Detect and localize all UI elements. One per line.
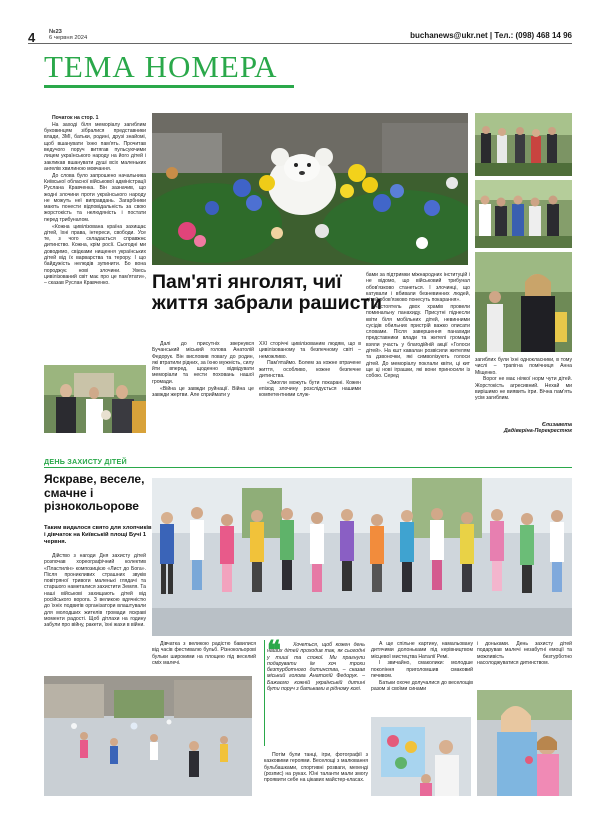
section-label: ДЕНЬ ЗАХИСТУ ДІТЕЙ <box>44 457 127 466</box>
paragraph: Потім були танці, ігри, фотографії з казковими героями. Веселощі з малювання бульбашками, спортивні розваги, мехенді (розпис) на руках. Юні таланти мали змогу проявити себе на цікавих майстер-класах. <box>264 752 368 784</box>
article2-col2 <box>152 641 256 667</box>
paragraph: бами за підтримки міжнародних інституцій і не відомо, що військовий трибунал обов'язково станеться. І злочинці, що катували і вбивали безневинних людей, дітей обов'язково понесуть покарання». <box>366 272 470 304</box>
article2-col1 <box>44 553 146 629</box>
memorial-main-photo <box>152 113 468 265</box>
officials-photo <box>44 365 146 433</box>
paragraph: загиблих були їхні однокласники, в тому числі – трапігна помічниця Анна Міщенко. <box>475 357 572 376</box>
author-surname: Дадіверіна-Перекрестюк <box>503 428 572 435</box>
article1-col2 <box>152 341 254 399</box>
paragraph: «Кожна цивілізована країна захищає дітей, їхні права, інтереси, свободи. Усе те, з чого складається справжнє дитинство. Кожна, крім росії. Сьогодні ми доводимо, свідками нищення українських дітей від їх варварства та терору. І що байдужість нелюдів зупинити. Бо вона породжує нові злочини. Увесь цивілізований світ має про це пам'ятати», – сказав Руслан Кравченко. <box>44 223 146 287</box>
article2-col5 <box>477 641 572 667</box>
paragraph: Далі до присутніх звернувся Бучанський міський голова Анатолій Федорук. Він висловив повагу до родин, які втратили рідних, за їхню мужність, силу йти вперед, щоденно відвідувати меморіали та нести поховань нашої громади. <box>152 341 254 385</box>
mother-child-photo <box>477 690 572 796</box>
article2-headline: Яскраве, веселе, смачне і різнокольорове <box>44 472 145 513</box>
author-signature <box>504 422 572 435</box>
contacts: buchanews@ukr.net | Тел.: (098) 468 14 96 <box>410 31 572 40</box>
paragraph: Пам'ятаймо. Болем за кожне втрачене життя, особливо, кожне безпечне дитинства. <box>259 360 361 379</box>
paragraph: І звичайно, смаколики: молодше покоління приголомшив смаковий печивом. <box>371 660 473 679</box>
header-divider <box>28 43 572 44</box>
section-title: ТЕМА НОМЕРА <box>44 49 278 84</box>
kids-dancing-photo <box>152 478 572 636</box>
issue-info <box>49 29 87 42</box>
paragraph: До слова було запрошено начальника Київської обласної військової адміністрації Руслана Кравченка. Він зазначив, що жодні злочини проти українського народу не можуть неї виправдань. Загарбники мають понести відповідальність за свою жорстокість та нелюдяність і постати перед трибуналом. <box>44 172 146 223</box>
mayor-quote: Хочеться, щоб кожен день наших дітей проходив так, як сьогодні у тиші та спокої. Ми прагнули подарувати їм хоч трохи безтурботного дитинства, – сказав міський голова Анатолій Федорук. – Бажаємо кожній українській дитині бути поруч з батьками в рідному колі. <box>267 642 365 693</box>
square-bubbles-photo <box>44 676 252 796</box>
section-title-rule <box>44 85 294 88</box>
page-number: 4 <box>28 30 36 45</box>
quote-mark-icon: ❝ <box>267 636 281 665</box>
paragraph: А ще спільне картину, намальовану дитячими долоньками під керівництвом місцевої мистецтва Наталії Ремі. <box>371 641 473 660</box>
article2-col4 <box>371 641 473 693</box>
painting-photo <box>371 717 471 796</box>
article2-col3 <box>264 752 368 784</box>
paragraph: На заході біля меморіалу загиблим буковинцям зібралися представники влади, ЗМІ, батьки, родині, друзі знайомі, щоб вшанувати їхню пам'ять. Прочитав ведучого поруч витягав пульсуючими лицем українського народу на його дітей і закликав вшанувати душі всіх маленьких ангелів хвилиною мовчання. <box>44 121 146 172</box>
issue-date: 6 червня 2024 <box>49 35 88 42</box>
paragraph: Ворог не має ніякої норм чути дітей. Жорстокість агресивний. Нехай ми вирішимо не виявить ігри. Вічна пам'ять усім загиблим. <box>475 376 572 402</box>
paragraph: Дійство з нагоди Дня захисту дітей розпочав хореографічний колектив «Пластилін» композицією «Лист до Бога». Після проникливих страшних звуків повітряної тривоги маленькі глядачі та старшого наметалися захистити Земля. Та наші військові захищають дітей від російського ворога. З великою вдячністю до їхніх подвигів організатори влаштували для молодших жителів громади яскраві моменти радості. Щоб дітлахи на годину забули про війну, ракети, їхні жахи в війни. <box>44 553 146 629</box>
woman-photo <box>475 252 572 352</box>
paragraph: Батьки охоче долучалися до веселощів разом зі своїми синами <box>371 679 473 693</box>
article2-lead: Таким видалося свято для хлопчиків і дівчаток на Київській площі Бучі 1 червня. <box>44 525 152 545</box>
section-divider <box>44 467 572 468</box>
author-name: Єлизавета <box>541 422 572 428</box>
article1-col4 <box>366 272 470 380</box>
gathering-photo-1 <box>475 113 572 176</box>
paragraph: «Війна це завжди руйнації. Війна це завжди жертви. Але сприймати у <box>152 385 254 398</box>
article1-col1 <box>44 115 146 287</box>
paragraph: XXI сторіччі цивілізованим людям, що в цивілізованому та безпечному світі – неможливо. <box>259 341 361 360</box>
paragraph: Дівчатка з великою радістю бавилися від часів фестивалю бульб. Різнокольорові бульки широкими на площею під веселий сміх малечі. <box>152 641 256 666</box>
paragraph: Настоятель двох храмів провели поминальну панахиду. Присутні піднесли квіти біля мобільних дітей, невинними сусідів обильних пристрій важко описати словами. Після завершення панахиди представники влади та жителі громади взяли участь у благодійній акції «Голоси дітей». На кшт кавалан розвісили жителям та дзвоночки, які символізують голоси дітей. До меморіалу поклали квіти, ці кит ще ці нові іграшки, які вони приносили із собою. Серед <box>366 303 470 380</box>
continued-note: Початок на стор. 1 <box>52 115 99 121</box>
article1-headline: Пам'яті янголят, чиї життя забрали рашисти <box>152 271 382 314</box>
article1-col5 <box>475 357 572 402</box>
paragraph: і доньками. День захисту дітей подарував малечі незабутні емоції та можливість безтурботно насолоджуватися дитинством. <box>477 641 572 666</box>
issue-number: №23 <box>49 29 62 35</box>
article1-col3 <box>259 341 361 399</box>
gathering-photo-2 <box>475 180 572 248</box>
paragraph: «Змогли можуть бути покарані. Кожен епізод злочину розслідується нашими компетентними служ- <box>259 379 361 399</box>
